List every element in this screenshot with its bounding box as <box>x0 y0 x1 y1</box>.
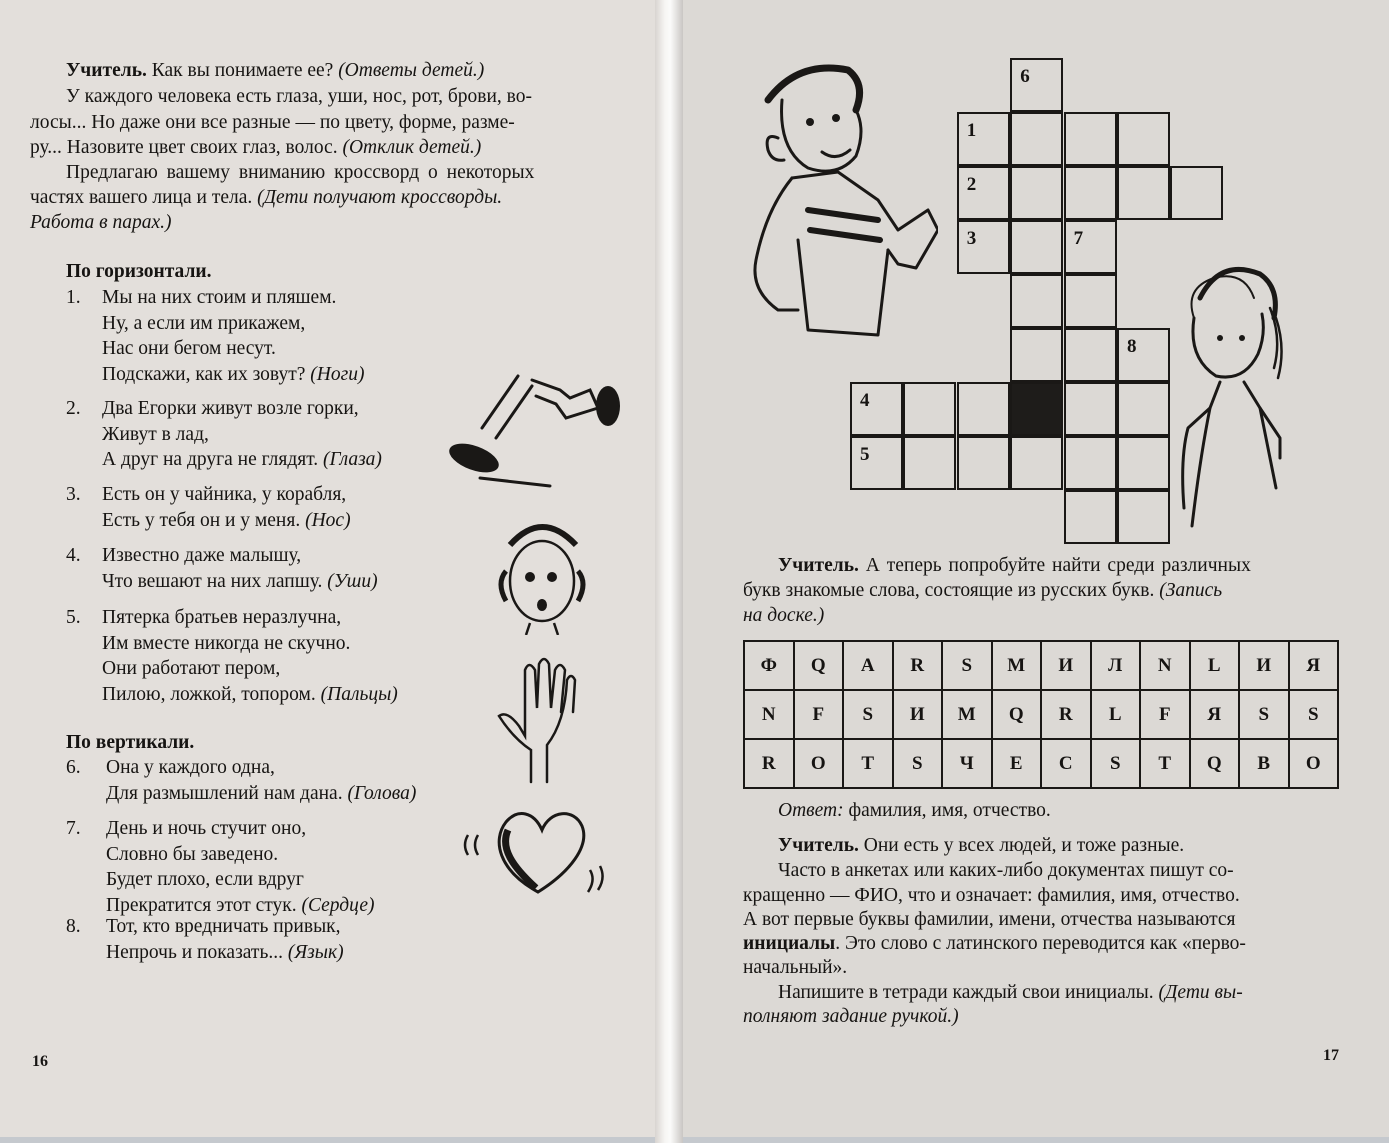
clue-line: Пятерка братьев неразлучна, <box>102 607 342 628</box>
closing-p2-line2: кращенно — ФИО, что и означает: фамилия, имя, отчество. <box>743 885 1240 906</box>
letter-cell: R <box>893 641 943 690</box>
stage-direction: (Дети получают кроссворды. <box>257 187 503 208</box>
letter-cell: S <box>1289 690 1339 739</box>
clue-2 <box>66 396 382 473</box>
crossword-cell[interactable] <box>957 382 1010 436</box>
crossword-cell[interactable] <box>1117 112 1170 166</box>
clue-number: 4. <box>66 545 81 566</box>
crossword-cell[interactable] <box>903 436 956 490</box>
letter-cell: A <box>843 641 893 690</box>
intro-line-1 <box>66 58 484 84</box>
letter-cell: N <box>744 690 794 739</box>
clue-line: Пилою, ложкой, топором. <box>102 683 316 705</box>
closing-text: Напишите в тетради каждый свои инициалы. <box>778 982 1159 1003</box>
crossword-clue-number: 7 <box>1073 228 1084 249</box>
clue-answer: (Пальцы) <box>320 683 398 705</box>
clue-number: 7. <box>66 818 81 839</box>
clue-answer: (Нос) <box>305 509 351 531</box>
clue-number: 5. <box>66 607 81 628</box>
stage-direction: (Ответы детей.) <box>338 60 485 81</box>
closing-text: . Это слово с латинского переводится как «перво- <box>835 933 1246 954</box>
letter-row <box>744 739 1338 788</box>
page-edge <box>0 1137 660 1143</box>
clue-line: Подскажи, как их зовут? <box>102 363 306 385</box>
teacher-label: Учитель. <box>66 60 147 81</box>
clue-line: Есть у тебя он и у меня. <box>102 509 301 531</box>
clue-line: Им вместе никогда не скучно. <box>102 632 351 654</box>
letter-cell: S <box>942 641 992 690</box>
clue-line: Непрочь и показать... <box>106 941 283 963</box>
letter-cell: F <box>1140 690 1190 739</box>
teacher-label: Учитель. <box>778 835 859 856</box>
letter-cell: Q <box>794 641 844 690</box>
clue-answer: (Голова) <box>347 782 417 804</box>
intro-para2-line2: лосы... Но даже они все разные — по цвету, форме, разме- <box>30 112 515 133</box>
stage-direction: (Отклик детей.) <box>342 137 482 158</box>
closing-text: Они есть у всех людей, и тоже разные. <box>858 835 1185 856</box>
letter-cell: T <box>1140 739 1190 788</box>
clue-answer: (Уши) <box>327 570 378 592</box>
letter-row <box>744 641 1338 690</box>
clue-line: Для размышлений нам дана. <box>106 782 343 804</box>
letter-cell: Я <box>1190 690 1240 739</box>
letter-cell: M <box>942 690 992 739</box>
crossword-clue-number: 5 <box>860 444 870 465</box>
clue-line: Тот, кто вредничать привык, <box>106 916 341 937</box>
term-initials: инициалы <box>743 933 836 954</box>
intro-para3-line2 <box>30 185 502 211</box>
book-spine <box>655 0 683 1143</box>
heading-text: По вертикали. <box>66 732 195 753</box>
task-text: А теперь попробуйте найти среди различных <box>858 555 1251 576</box>
crossword-cell[interactable] <box>1010 328 1063 382</box>
stage-direction: на доске.) <box>743 605 825 626</box>
stage-direction: (Дети вы- <box>1158 982 1243 1003</box>
letter-cell: Q <box>1190 739 1240 788</box>
stage-direction: полняют задание ручкой.) <box>743 1006 959 1027</box>
closing-line-1 <box>778 833 1184 859</box>
task-text: букв знакомые слова, состоящие из русских букв. <box>743 580 1160 601</box>
letter-cell: L <box>1190 641 1240 690</box>
clue-line: День и ночь стучит оно, <box>106 818 307 839</box>
letter-cell: O <box>794 739 844 788</box>
clue-number: 6. <box>66 757 81 778</box>
crossword-cell[interactable] <box>1064 112 1117 166</box>
letter-cell: И <box>1239 641 1289 690</box>
clue-7 <box>66 816 375 918</box>
letter-cell: Q <box>992 690 1042 739</box>
crossword-cell[interactable] <box>957 436 1010 490</box>
left-page <box>0 0 660 1143</box>
heading-text: По горизонтали. <box>66 261 212 282</box>
crossword-cell[interactable] <box>1010 274 1063 328</box>
face-with-ears-icon <box>490 515 595 635</box>
crossword-clue-number: 2 <box>966 174 977 195</box>
closing-p2-line4 <box>743 931 1246 957</box>
crossword-cell[interactable] <box>1117 166 1170 220</box>
crossword-cell[interactable] <box>1010 436 1063 490</box>
crossword-cell[interactable] <box>957 166 1010 220</box>
task-line-2 <box>743 578 1222 604</box>
crossword-cell[interactable] <box>1117 490 1170 544</box>
closing-p2-line1: Часто в анкетах или каких-либо документах пишут со- <box>778 860 1234 881</box>
closing-p2-line5: начальный». <box>743 957 848 978</box>
clue-line: Нас они бегом несут. <box>102 338 276 359</box>
clue-line: Ну, а если им прикажем, <box>102 312 306 334</box>
answer-line <box>778 798 1051 824</box>
clue-line: Известно даже малышу, <box>102 545 302 566</box>
clue-5 <box>66 605 398 707</box>
letter-cell: И <box>1041 641 1091 690</box>
letter-cell: M <box>992 641 1042 690</box>
crossword-cell[interactable] <box>1064 436 1117 490</box>
crossword-cell[interactable] <box>1064 274 1117 328</box>
clue-answer: (Глаза) <box>323 449 382 470</box>
task-line-1 <box>778 553 1251 579</box>
crossword-cell[interactable] <box>957 112 1010 166</box>
intro-para2-line1: У каждого человека есть глаза, уши, нос, рот, брови, во- <box>66 86 532 107</box>
clue-line: Словно бы заведено. <box>106 843 279 865</box>
crossword-cell[interactable] <box>850 382 903 436</box>
answer-label: Ответ: <box>778 800 844 821</box>
clue-number: 3. <box>66 484 81 505</box>
letter-cell: S <box>1239 690 1289 739</box>
letter-cell: R <box>744 739 794 788</box>
letter-cell: S <box>843 690 893 739</box>
clue-answer: (Язык) <box>287 941 344 963</box>
letter-cell: T <box>843 739 893 788</box>
answer-text: фамилия, имя, отчество. <box>843 800 1051 821</box>
clue-number: 2. <box>66 398 81 419</box>
crossword-cell[interactable] <box>850 436 903 490</box>
intro-text: Как вы понимаете ее? <box>146 60 339 81</box>
clue-answer: (Ноги) <box>310 363 365 385</box>
beating-heart-icon <box>458 800 623 900</box>
letter-cell: F <box>794 690 844 739</box>
letter-cell: B <box>1239 739 1289 788</box>
letter-row <box>744 690 1338 739</box>
letter-cell: L <box>1091 690 1141 739</box>
clue-line: Мы на них стоим и пляшем. <box>102 287 337 308</box>
crossword-cell[interactable] <box>1010 166 1063 220</box>
page-edge <box>683 1137 1389 1143</box>
crossword-clue-number: 1 <box>966 120 977 141</box>
stage-direction: Работа в парах.) <box>30 212 172 233</box>
clue-3 <box>66 482 351 533</box>
clue-6 <box>66 755 416 806</box>
clue-line: Два Егорки живут возле горки, <box>102 398 359 419</box>
letter-cell: R <box>1041 690 1091 739</box>
crossword-cell[interactable] <box>957 220 1010 274</box>
crossword-cell[interactable] <box>1117 382 1170 436</box>
clue-line: Будет плохо, если вдруг <box>106 869 304 890</box>
task-line-3 <box>743 603 824 629</box>
vertical-heading <box>66 730 194 756</box>
closing-p2-line3: А вот первые буквы фамилии, имени, отчества называются <box>743 909 1236 930</box>
crossword-clue-number: 3 <box>966 228 977 249</box>
clue-line: Прекратится этот стук. <box>106 894 297 916</box>
letter-cell: S <box>893 739 943 788</box>
closing-p3-line1 <box>778 980 1243 1006</box>
intro-para3-line3 <box>30 210 172 236</box>
crossword-cell[interactable] <box>903 382 956 436</box>
clue-number: 1. <box>66 287 81 308</box>
letter-cell: C <box>1041 739 1091 788</box>
crossword-cell[interactable] <box>1010 112 1063 166</box>
intro-para2-line3 <box>30 135 481 161</box>
stage-direction: (Запись <box>1159 580 1223 601</box>
intro-para3-line1: Предлагаю вашему вниманию кроссворд о некоторых <box>66 162 535 183</box>
clue-line: Они работают пером, <box>102 658 281 679</box>
crossword-cell[interactable] <box>1117 328 1170 382</box>
letter-cell: E <box>992 739 1042 788</box>
clue-number: 8. <box>66 916 81 937</box>
horizontal-heading <box>66 259 212 285</box>
page-number: 16 <box>32 1053 48 1070</box>
crossword-cell[interactable] <box>1170 166 1223 220</box>
crossword-black-cell <box>1010 382 1063 436</box>
clue-1 <box>66 285 364 387</box>
girl-scratching-head-icon <box>1180 258 1290 533</box>
crossword-cell[interactable] <box>1064 166 1117 220</box>
letter-cell: Я <box>1289 641 1339 690</box>
crossword-clue-number: 8 <box>1127 336 1137 357</box>
crossword-cell[interactable] <box>1010 220 1063 274</box>
letter-cell: Л <box>1091 641 1141 690</box>
clue-8 <box>66 914 344 965</box>
crossword-clue-number: 4 <box>860 390 870 411</box>
clue-line: Что вешают на них лапшу. <box>102 570 323 592</box>
clue-line: Есть он у чайника, у корабля, <box>102 484 347 505</box>
crossword-clue-number: 6 <box>1020 66 1030 87</box>
hand-icon <box>495 650 585 785</box>
letter-cell: N <box>1140 641 1190 690</box>
teacher-label: Учитель. <box>778 555 859 576</box>
crossword-cell[interactable] <box>1064 220 1117 274</box>
letter-cell: S <box>1091 739 1141 788</box>
crossword-cell[interactable] <box>1064 490 1117 544</box>
boy-gesturing-icon <box>738 60 938 345</box>
intro-text: ру... Назовите цвет своих глаз, волос. <box>30 137 343 158</box>
clue-line: Она у каждого одна, <box>106 757 275 778</box>
crossword-cell[interactable] <box>1117 436 1170 490</box>
letter-table <box>743 640 1339 789</box>
intro-text: частях вашего лица и тела. <box>30 187 258 208</box>
letter-cell: Ф <box>744 641 794 690</box>
running-legs-icon <box>440 368 630 488</box>
crossword-cell[interactable] <box>1064 328 1117 382</box>
crossword-cell[interactable] <box>1010 58 1063 112</box>
page-number: 17 <box>1323 1047 1339 1064</box>
clue-answer: (Сердце) <box>301 894 375 916</box>
clue-4 <box>66 543 378 594</box>
clue-line: Живут в лад, <box>102 423 209 445</box>
letter-cell: Ч <box>942 739 992 788</box>
letter-cell: И <box>893 690 943 739</box>
crossword-cell[interactable] <box>1064 382 1117 436</box>
closing-p3-line2 <box>743 1004 959 1030</box>
clue-line: А друг на друга не глядят. <box>102 449 319 470</box>
letter-cell: O <box>1289 739 1339 788</box>
